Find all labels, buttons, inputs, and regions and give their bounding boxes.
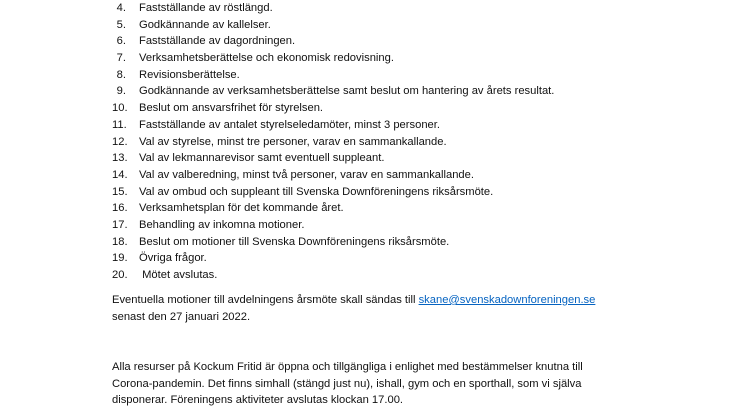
agenda-list [112, 0, 554, 284]
agenda-item-text: Val av styrelse, minst tre personer, varav en sammankallande. [139, 135, 447, 148]
agenda-item [112, 0, 554, 17]
agenda-item [112, 250, 554, 267]
agenda-item [112, 134, 554, 151]
agenda-item-number: 6. [116, 35, 126, 48]
agenda-item-text: Verksamhetsberättelse och ekonomisk redovisning. [139, 52, 394, 65]
agenda-item [112, 184, 554, 201]
agenda-item-number: 14. [112, 168, 128, 181]
resources-line-2: Corona-pandemin. Det finns simhall (stängd just nu), ishall, gym och en sporthall, som vi själva [112, 377, 582, 390]
agenda-item-text: Beslut om motioner till Svenska Downföreningens riksårsmöte. [139, 235, 450, 248]
agenda-item-number: 15. [112, 185, 128, 198]
agenda-item-text: Beslut om ansvarsfrihet för styrelsen. [139, 102, 324, 115]
agenda-item-number: 7. [116, 52, 126, 65]
agenda-item-number: 16. [112, 202, 128, 215]
agenda-item-text: Mötet avslutas. [139, 269, 218, 281]
agenda-item-text: Val av lekmannarevisor samt eventuell suppleant. [139, 152, 385, 165]
agenda-item [112, 267, 554, 284]
agenda-item-text: Behandling av inkomna motioner. [139, 218, 305, 231]
agenda-item [112, 150, 554, 167]
agenda-item [112, 100, 554, 117]
agenda-item-number: 9. [116, 85, 126, 98]
resources-line-1: Alla resurser på Kockum Fritid är öppna och tillgängliga i enlighet med bestämmelser knutna till [112, 361, 583, 373]
agenda-item-number: 12. [112, 135, 128, 148]
motions-intro-text: Eventuella motioner till avdelningens årsmöte skall sändas till [112, 294, 419, 306]
motions-deadline-text: senast den 27 januari 2022. [112, 310, 251, 323]
agenda-item-text: Godkännande av verksamhetsberättelse samt beslut om hantering av årets resultat. [139, 85, 555, 98]
agenda-item-number: 4. [116, 2, 126, 14]
agenda-item-text: Fastställande av röstlängd. [139, 2, 273, 14]
resources-paragraph [112, 359, 583, 409]
agenda-item [112, 117, 554, 134]
agenda-item-text: Verksamhetsplan för det kommande året. [139, 202, 344, 215]
agenda-item-number: 10. [112, 102, 128, 115]
agenda-item [112, 217, 554, 234]
agenda-item [112, 17, 554, 34]
resources-line-3: disponerar. Föreningens aktiviteter avslutas klockan 17.00. [112, 394, 404, 407]
agenda-item-number: 13. [112, 152, 128, 165]
agenda-item-text: Val av valberedning, minst två personer, varav en sammankallande. [139, 168, 474, 181]
motions-paragraph [112, 292, 595, 325]
agenda-item [112, 50, 554, 67]
agenda-item-number: 17. [112, 218, 128, 231]
agenda-item-number: 18. [112, 235, 128, 248]
agenda-item-text: Revisionsberättelse. [139, 68, 240, 81]
agenda-item-number: 20. [112, 269, 128, 281]
agenda-item [112, 67, 554, 84]
email-link[interactable]: skane@svenskadownforeningen.se [418, 294, 596, 306]
agenda-item-number: 8. [116, 68, 126, 81]
agenda-item [112, 83, 554, 100]
agenda-item [112, 200, 554, 217]
agenda-item-text: Övriga frågor. [139, 252, 207, 265]
agenda-item [112, 234, 554, 251]
agenda-item-text: Val av ombud och suppleant till Svenska Downföreningens riksårsmöte. [139, 185, 494, 198]
agenda-item-text: Fastställande av antalet styrelseledamöter, minst 3 personer. [139, 118, 440, 131]
agenda-item-number: 19. [112, 252, 128, 265]
agenda-item-text: Fastställande av dagordningen. [139, 35, 296, 48]
agenda-item [112, 33, 554, 50]
agenda-item-number: 5. [116, 18, 126, 31]
agenda-item [112, 167, 554, 184]
agenda-item-text: Godkännande av kallelser. [139, 18, 271, 31]
agenda-item-number: 11. [112, 118, 127, 131]
